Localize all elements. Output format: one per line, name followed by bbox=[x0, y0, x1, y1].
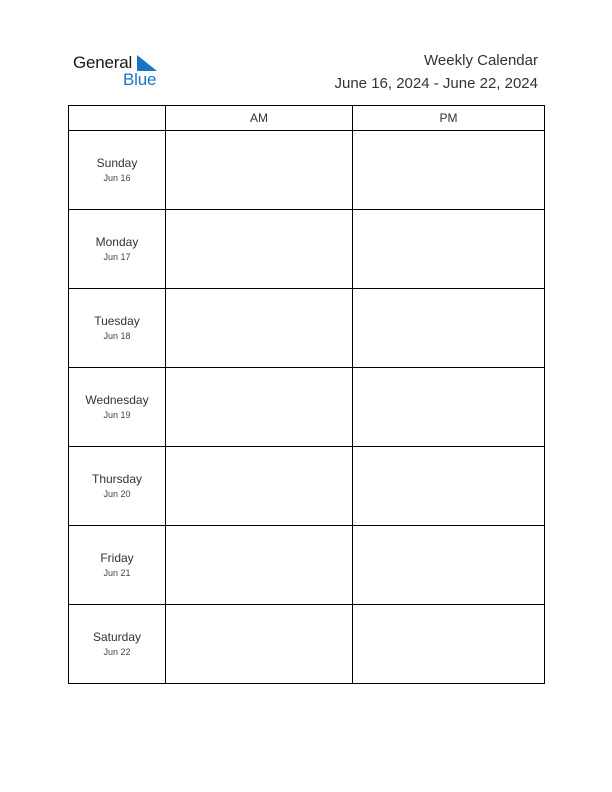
header bbox=[335, 51, 539, 95]
corner-cell bbox=[69, 106, 166, 131]
pm-slot[interactable] bbox=[353, 289, 545, 368]
day-name: Wednesday bbox=[85, 393, 149, 407]
day-name: Thursday bbox=[91, 472, 143, 486]
day-row-sunday bbox=[69, 131, 545, 210]
pm-slot[interactable] bbox=[353, 605, 545, 684]
day-name: Tuesday bbox=[94, 314, 140, 328]
day-name: Friday bbox=[100, 551, 134, 565]
document-title: Weekly Calendar bbox=[424, 52, 538, 69]
am-slot[interactable] bbox=[166, 131, 353, 210]
logo-general-text: General bbox=[73, 53, 133, 72]
day-row-tuesday bbox=[69, 289, 545, 368]
pm-slot[interactable] bbox=[353, 210, 545, 289]
day-row-saturday bbox=[69, 605, 545, 684]
day-row-thursday bbox=[69, 447, 545, 526]
logo bbox=[73, 53, 173, 93]
day-cell bbox=[69, 447, 166, 526]
day-cell bbox=[69, 210, 166, 289]
day-row-friday bbox=[69, 526, 545, 605]
date-range: June 16, 2024 - June 22, 2024 bbox=[334, 75, 538, 92]
weekly-calendar-table bbox=[68, 105, 545, 684]
am-slot[interactable] bbox=[166, 526, 353, 605]
pm-slot[interactable] bbox=[353, 131, 545, 210]
day-cell bbox=[69, 368, 166, 447]
day-date: Jun 20 bbox=[103, 489, 131, 499]
day-date: Jun 17 bbox=[103, 252, 131, 262]
day-cell bbox=[69, 526, 166, 605]
day-cell bbox=[69, 289, 166, 368]
column-header-am: AM bbox=[166, 106, 353, 131]
day-name: Monday bbox=[95, 235, 139, 249]
day-date: Jun 16 bbox=[103, 173, 131, 183]
day-cell bbox=[69, 605, 166, 684]
day-date: Jun 22 bbox=[103, 647, 131, 657]
pm-slot[interactable] bbox=[353, 368, 545, 447]
pm-slot[interactable] bbox=[353, 447, 545, 526]
day-name: Sunday bbox=[96, 156, 138, 170]
day-row-wednesday bbox=[69, 368, 545, 447]
day-cell bbox=[69, 131, 166, 210]
header-row bbox=[69, 106, 545, 131]
column-header-pm: PM bbox=[353, 106, 545, 131]
am-slot[interactable] bbox=[166, 210, 353, 289]
logo-triangle-icon bbox=[137, 55, 157, 71]
day-name: Saturday bbox=[92, 630, 142, 644]
day-date: Jun 21 bbox=[103, 568, 131, 578]
day-row-monday bbox=[69, 210, 545, 289]
logo-blue-text: Blue bbox=[123, 70, 157, 89]
day-date: Jun 19 bbox=[103, 410, 131, 420]
am-slot[interactable] bbox=[166, 605, 353, 684]
am-slot[interactable] bbox=[166, 368, 353, 447]
am-slot[interactable] bbox=[166, 447, 353, 526]
pm-slot[interactable] bbox=[353, 526, 545, 605]
am-slot[interactable] bbox=[166, 289, 353, 368]
day-date: Jun 18 bbox=[103, 331, 131, 341]
